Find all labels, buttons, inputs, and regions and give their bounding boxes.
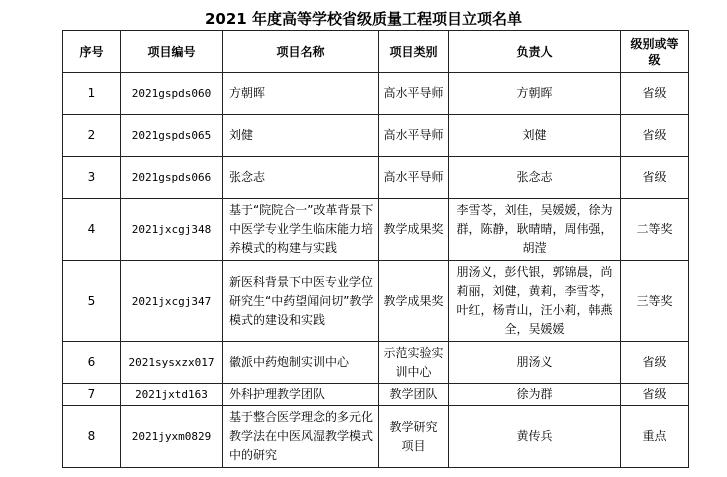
cell-level: 省级 bbox=[621, 342, 689, 384]
cell-category: 教学成果奖 bbox=[379, 199, 449, 261]
cell-leader: 徐为群 bbox=[449, 384, 621, 406]
cell-leader: 方朝晖 bbox=[449, 73, 621, 115]
cell-name: 徽派中药炮制实训中心 bbox=[223, 342, 379, 384]
cell-code: 2021gspds065 bbox=[121, 115, 223, 157]
cell-code: 2021jxcgj347 bbox=[121, 261, 223, 342]
cell-name: 外科护理教学团队 bbox=[223, 384, 379, 406]
cell-name: 方朝晖 bbox=[223, 73, 379, 115]
table-row bbox=[63, 115, 689, 157]
cell-level: 重点 bbox=[621, 406, 689, 468]
cell-leader: 朋汤义 bbox=[449, 342, 621, 384]
table-row bbox=[63, 384, 689, 406]
cell-leader: 黄传兵 bbox=[449, 406, 621, 468]
cell-level: 省级 bbox=[621, 384, 689, 406]
cell-level: 省级 bbox=[621, 115, 689, 157]
cell-code: 2021gspds060 bbox=[121, 73, 223, 115]
cell-code: 2021sysxzx017 bbox=[121, 342, 223, 384]
cell-category: 教学成果奖 bbox=[379, 261, 449, 342]
cell-category: 高水平导师 bbox=[379, 157, 449, 199]
table-row bbox=[63, 73, 689, 115]
header-code: 项目编号 bbox=[121, 31, 223, 73]
cell-category: 教学团队 bbox=[379, 384, 449, 406]
header-leader: 负责人 bbox=[449, 31, 621, 73]
cell-category: 高水平导师 bbox=[379, 73, 449, 115]
cell-leader: 朋汤义，彭代银，郭锦晨，尚莉丽，刘健，黄莉，李雪苓，叶红，杨青山，汪小莉，韩燕全，吴媛媛 bbox=[449, 261, 621, 342]
cell-leader: 刘健 bbox=[449, 115, 621, 157]
cell-seq: 2 bbox=[63, 115, 121, 157]
header-level: 级别或等级 bbox=[621, 31, 689, 73]
cell-category: 高水平导师 bbox=[379, 115, 449, 157]
cell-level: 三等奖 bbox=[621, 261, 689, 342]
cell-seq: 6 bbox=[63, 342, 121, 384]
cell-level: 省级 bbox=[621, 157, 689, 199]
cell-name: 基于“院院合一”改革背景下中医学专业学生临床能力培养模式的构建与实践 bbox=[223, 199, 379, 261]
cell-code: 2021jyxm0829 bbox=[121, 406, 223, 468]
cell-category: 教学研究项目 bbox=[379, 406, 449, 468]
cell-seq: 3 bbox=[63, 157, 121, 199]
cell-seq: 5 bbox=[63, 261, 121, 342]
project-table bbox=[62, 30, 689, 468]
table-row bbox=[63, 342, 689, 384]
cell-seq: 7 bbox=[63, 384, 121, 406]
cell-name: 新医科背景下中医专业学位研究生“中药望闻问切”教学模式的建设和实践 bbox=[223, 261, 379, 342]
table-row bbox=[63, 199, 689, 261]
cell-name: 基于整合医学理念的多元化教学法在中医风湿教学模式中的研究 bbox=[223, 406, 379, 468]
cell-name: 张念志 bbox=[223, 157, 379, 199]
table-header-row bbox=[63, 31, 689, 73]
cell-category: 示范实验实训中心 bbox=[379, 342, 449, 384]
cell-seq: 1 bbox=[63, 73, 121, 115]
cell-code: 2021jxtd163 bbox=[121, 384, 223, 406]
cell-code: 2021gspds066 bbox=[121, 157, 223, 199]
cell-code: 2021jxcgj348 bbox=[121, 199, 223, 261]
page-title: 2021 年度高等学校省级质量工程项目立项名单 bbox=[205, 10, 522, 28]
header-seq: 序号 bbox=[63, 31, 121, 73]
header-category: 项目类别 bbox=[379, 31, 449, 73]
cell-level: 二等奖 bbox=[621, 199, 689, 261]
cell-name: 刘健 bbox=[223, 115, 379, 157]
table-row bbox=[63, 157, 689, 199]
table-row bbox=[63, 261, 689, 342]
header-name: 项目名称 bbox=[223, 31, 379, 73]
table-row bbox=[63, 406, 689, 468]
cell-leader: 张念志 bbox=[449, 157, 621, 199]
cell-leader: 李雪苓，刘佳，吴媛媛，徐为群，陈静，耿晴晴，周伟强，胡滢 bbox=[449, 199, 621, 261]
cell-seq: 8 bbox=[63, 406, 121, 468]
cell-level: 省级 bbox=[621, 73, 689, 115]
cell-seq: 4 bbox=[63, 199, 121, 261]
